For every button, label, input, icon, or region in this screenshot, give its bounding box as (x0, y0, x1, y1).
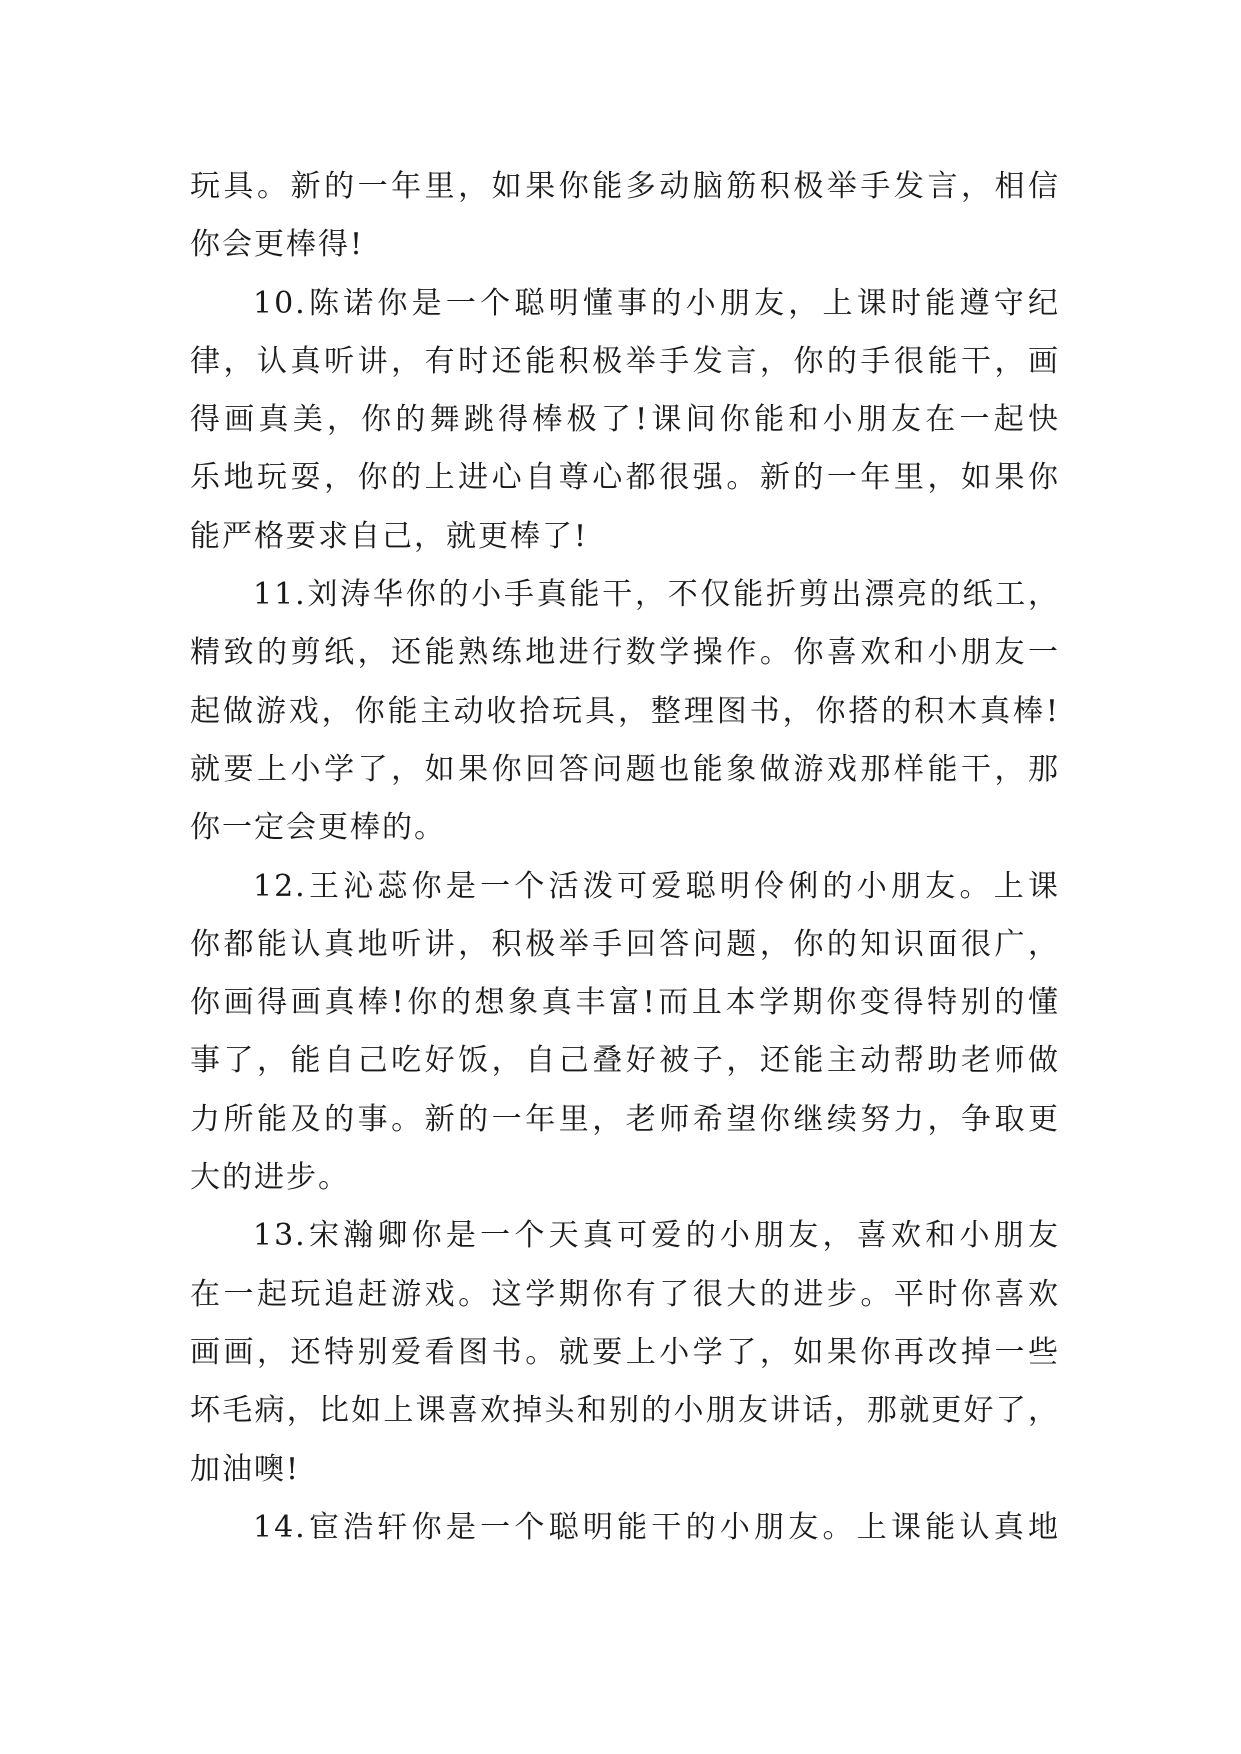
paragraph-start-line: 13.宋瀚卿你是一个天真可爱的小朋友，喜欢和小朋友 (253, 1218, 1060, 1254)
text-line: 得画真美，你的舞跳得棒极了!课间你能和小朋友在一起快 (190, 402, 1060, 438)
paragraph-start-line: 12.王沁蕊你是一个活泼可爱聪明伶俐的小朋友。上课 (253, 868, 1060, 904)
text-line: 玩具。新的一年里，如果你能多动脑筋积极举手发言，相信 (190, 169, 1060, 204)
body-text (190, 158, 1060, 1557)
text-line: 事了，能自己吃好饭，自己叠好被子，还能主动帮助老师做 (190, 1043, 1060, 1079)
text-line: 你画得画真棒!你的想象真丰富!而且本学期你变得特别的懂 (190, 985, 1060, 1021)
text-line: 律，认真听讲，有时还能积极举手发言，你的手很能干，画 (190, 343, 1060, 379)
text-line: 你会更棒得! (190, 227, 365, 263)
text-line: 你都能认真地听讲，积极举手回答问题，你的知识面很广， (190, 926, 1060, 962)
text-line: 坏毛病，比如上课喜欢掉头和别的小朋友讲话，那就更好了， (190, 1393, 1060, 1429)
text-line: 画画，还特别爱看图书。就要上小学了，如果你再改掉一些 (190, 1334, 1060, 1370)
text-line: 大的进步。 (190, 1160, 350, 1196)
text-line: 力所能及的事。新的一年里，老师希望你继续努力，争取更 (190, 1101, 1060, 1137)
paragraph-start-line: 10.陈诺你是一个聪明懂事的小朋友，上课时能遵守纪 (253, 285, 1060, 321)
paragraph-start-line: 14.宦浩轩你是一个聪明能干的小朋友。上课能认真地 (253, 1509, 1060, 1545)
text-line: 起做游戏，你能主动收拾玩具，整理图书，你搭的积木真棒! (190, 693, 1060, 729)
paragraph-start-line: 11.刘涛华你的小手真能干，不仅能折剪出漂亮的纸工， (253, 577, 1060, 613)
text-line: 精致的剪纸，还能熟练地进行数学操作。你喜欢和小朋友一 (190, 635, 1060, 671)
text-line: 在一起玩追赶游戏。这学期你有了很大的进步。平时你喜欢 (190, 1276, 1060, 1312)
text-line: 加油噢! (190, 1451, 301, 1487)
text-line: 能严格要求自己，就更棒了! (190, 518, 589, 554)
text-line: 你一定会更棒的。 (190, 810, 446, 846)
text-line: 乐地玩耍，你的上进心自尊心都很强。新的一年里，如果你 (190, 460, 1060, 496)
text-line: 就要上小学了，如果你回答问题也能象做游戏那样能干，那 (190, 751, 1060, 787)
